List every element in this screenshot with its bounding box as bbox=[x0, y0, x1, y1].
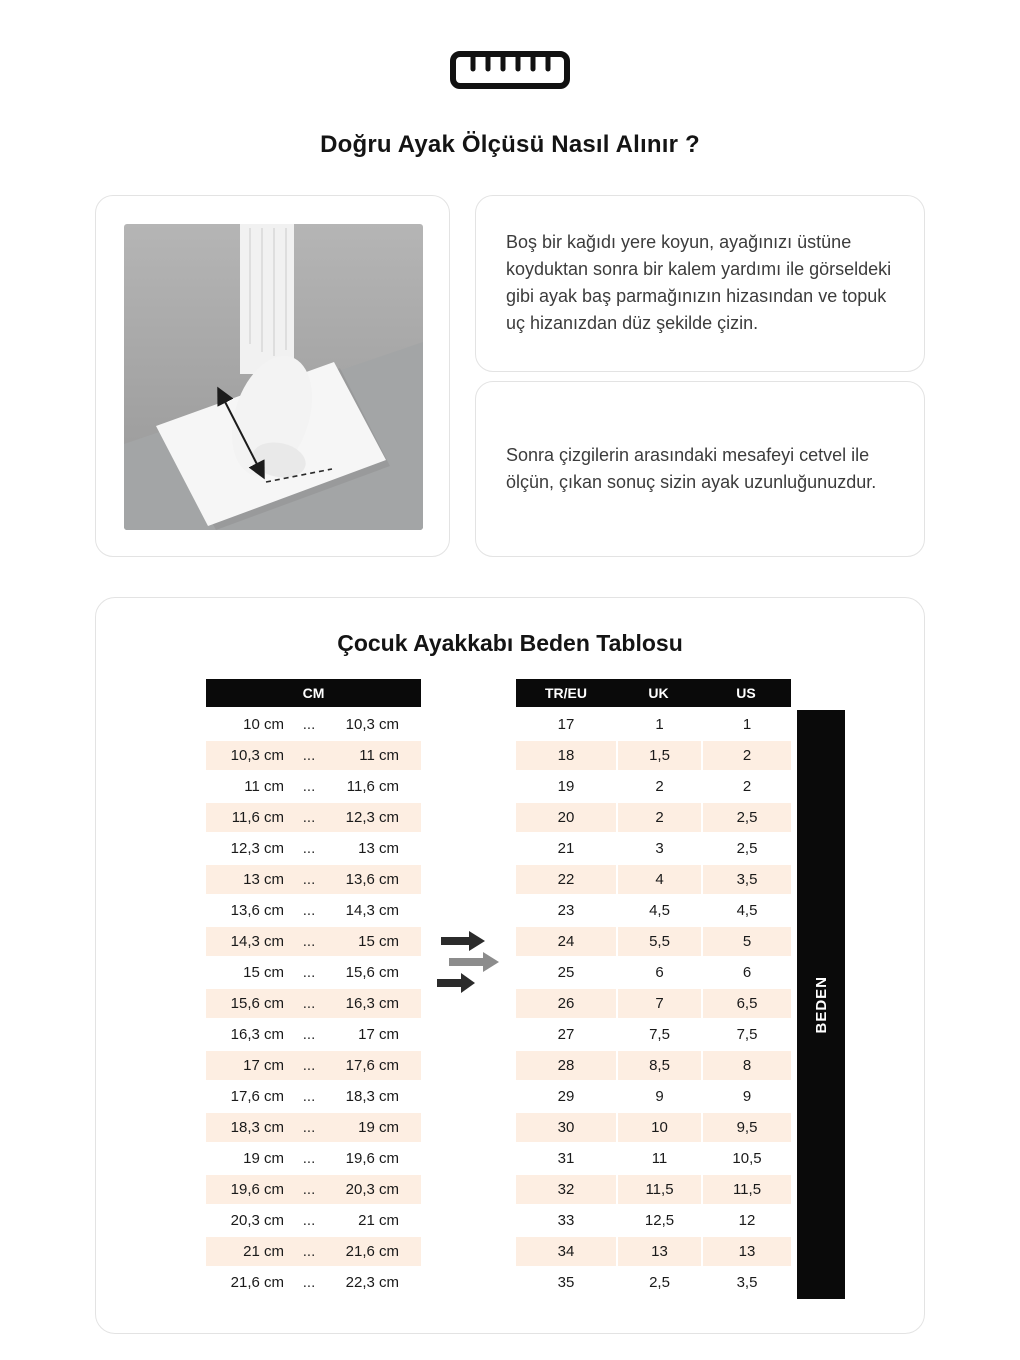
size-table-header-uk: UK bbox=[648, 685, 669, 701]
foot-photo-card bbox=[95, 195, 450, 557]
size-us-value: 3,5 bbox=[701, 865, 791, 894]
cm-to-value: 14,3 cm bbox=[345, 902, 399, 919]
size-table-row bbox=[516, 958, 791, 989]
size-us-value: 2,5 bbox=[701, 803, 791, 832]
cm-from-value: 15 cm bbox=[243, 964, 284, 981]
cm-table-row bbox=[206, 710, 421, 741]
cm-to-value: 19 cm bbox=[358, 1119, 399, 1136]
cm-table-header: CM bbox=[206, 679, 421, 707]
cm-table-row bbox=[206, 1175, 421, 1206]
cm-range-separator: ... bbox=[302, 1150, 316, 1167]
cm-from-value: 21 cm bbox=[243, 1243, 284, 1260]
size-table-header-us: US bbox=[736, 685, 756, 701]
size-us-value: 3,5 bbox=[701, 1268, 791, 1297]
size-table-row bbox=[516, 896, 791, 927]
header-icon-wrap bbox=[0, 0, 1020, 95]
cm-table-row bbox=[206, 927, 421, 958]
size-table-header bbox=[516, 679, 791, 707]
size-table-row bbox=[516, 1206, 791, 1237]
cm-to-value: 15,6 cm bbox=[345, 964, 399, 981]
cm-range-separator: ... bbox=[302, 1212, 316, 1229]
size-table-row bbox=[516, 741, 791, 772]
size-table-row bbox=[516, 1268, 791, 1299]
size-us-value: 7,5 bbox=[701, 1020, 791, 1049]
size-us-value: 10,5 bbox=[701, 1144, 791, 1173]
size-us-value: 2 bbox=[701, 741, 791, 770]
cm-from-value: 12,3 cm bbox=[230, 840, 284, 857]
cm-from-value: 21,6 cm bbox=[230, 1274, 284, 1291]
cm-range-separator: ... bbox=[302, 1088, 316, 1105]
instruction-step-1: Boş bir kağıdı yere koyun, ayağınızı üstüne koyduktan sonra bir kalem yardımı ile görseldeki gibi ayak baş parmağınızın hizasından ve topuk uç hizanızdan düz şekilde çizin. bbox=[506, 232, 892, 334]
size-uk-value: 3 bbox=[616, 834, 701, 863]
size-table bbox=[516, 679, 791, 1299]
cm-range-separator: ... bbox=[302, 902, 316, 919]
size-chart-title: Çocuk Ayakkabı Beden Tablosu bbox=[337, 630, 683, 656]
size-us-value: 13 bbox=[701, 1237, 791, 1266]
size-uk-value: 6 bbox=[616, 958, 701, 987]
cm-to-value: 21 cm bbox=[358, 1212, 399, 1229]
howto-section bbox=[95, 195, 925, 557]
size-table-row bbox=[516, 989, 791, 1020]
cm-to-value: 18,3 cm bbox=[345, 1088, 399, 1105]
size-treu-value: 17 bbox=[557, 716, 575, 733]
size-uk-value: 2 bbox=[616, 772, 701, 801]
cm-table-row bbox=[206, 989, 421, 1020]
cm-table-row bbox=[206, 834, 421, 865]
size-us-value: 5 bbox=[701, 927, 791, 956]
foot-measurement-photo bbox=[124, 224, 423, 530]
size-us-value: 9 bbox=[701, 1082, 791, 1111]
size-table-row bbox=[516, 1175, 791, 1206]
cm-to-value: 19,6 cm bbox=[345, 1150, 399, 1167]
size-table-row bbox=[516, 1082, 791, 1113]
cm-table bbox=[206, 679, 421, 1299]
size-treu-value: 26 bbox=[557, 995, 575, 1012]
size-us-value: 1 bbox=[701, 710, 791, 739]
tables-link-area bbox=[421, 679, 516, 998]
size-treu-value: 22 bbox=[557, 871, 575, 888]
cm-from-value: 19 cm bbox=[243, 1150, 284, 1167]
cm-range-separator: ... bbox=[302, 1243, 316, 1260]
cm-table-row bbox=[206, 1268, 421, 1299]
size-treu-value: 27 bbox=[557, 1026, 575, 1043]
size-uk-value: 13 bbox=[616, 1237, 701, 1266]
cm-to-value: 13 cm bbox=[358, 840, 399, 857]
page-title: Doğru Ayak Ölçüsü Nasıl Alınır ? bbox=[320, 131, 700, 158]
cm-table-row bbox=[206, 1144, 421, 1175]
size-table-row bbox=[516, 803, 791, 834]
size-us-value: 6 bbox=[701, 958, 791, 987]
size-chart-card bbox=[95, 597, 925, 1334]
beden-vertical-label: BEDEN bbox=[812, 975, 830, 1034]
size-chart-body bbox=[96, 679, 924, 1299]
cm-range-separator: ... bbox=[302, 933, 316, 950]
size-table-row bbox=[516, 772, 791, 803]
cm-range-separator: ... bbox=[302, 1274, 316, 1291]
cm-from-value: 11,6 cm bbox=[231, 809, 284, 826]
cm-to-value: 13,6 cm bbox=[345, 871, 399, 888]
size-table-row bbox=[516, 1144, 791, 1175]
size-treu-value: 30 bbox=[557, 1119, 575, 1136]
double-arrow-right-icon bbox=[437, 931, 501, 998]
cm-range-separator: ... bbox=[302, 716, 316, 733]
ruler-icon bbox=[449, 50, 571, 95]
size-table-row bbox=[516, 865, 791, 896]
cm-table-row bbox=[206, 896, 421, 927]
cm-range-separator: ... bbox=[302, 1057, 316, 1074]
cm-to-value: 20,3 cm bbox=[345, 1181, 399, 1198]
size-us-value: 8 bbox=[701, 1051, 791, 1080]
size-us-value: 6,5 bbox=[701, 989, 791, 1018]
cm-from-value: 13 cm bbox=[243, 871, 284, 888]
cm-to-value: 12,3 cm bbox=[345, 809, 399, 826]
size-us-value: 2,5 bbox=[701, 834, 791, 863]
size-treu-value: 32 bbox=[557, 1181, 575, 1198]
cm-range-separator: ... bbox=[302, 964, 316, 981]
cm-table-row bbox=[206, 803, 421, 834]
size-us-value: 9,5 bbox=[701, 1113, 791, 1142]
size-uk-value: 1,5 bbox=[616, 741, 701, 770]
cm-range-separator: ... bbox=[302, 1026, 316, 1043]
cm-from-value: 13,6 cm bbox=[230, 902, 284, 919]
instruction-card-2 bbox=[475, 381, 925, 558]
size-us-value: 11,5 bbox=[701, 1175, 791, 1204]
cm-table-row bbox=[206, 1237, 421, 1268]
cm-from-value: 20,3 cm bbox=[230, 1212, 284, 1229]
cm-from-value: 10 cm bbox=[243, 716, 284, 733]
cm-table-row bbox=[206, 772, 421, 803]
cm-to-value: 11,6 cm bbox=[346, 778, 399, 795]
cm-range-separator: ... bbox=[302, 1119, 316, 1136]
size-treu-value: 25 bbox=[557, 964, 575, 981]
size-uk-value: 5,5 bbox=[616, 927, 701, 956]
size-treu-value: 19 bbox=[557, 778, 575, 795]
size-treu-value: 18 bbox=[557, 747, 575, 764]
size-uk-value: 12,5 bbox=[616, 1206, 701, 1235]
size-uk-value: 7,5 bbox=[616, 1020, 701, 1049]
size-table-rows bbox=[516, 710, 791, 1299]
cm-table-row bbox=[206, 1051, 421, 1082]
size-table-row bbox=[516, 927, 791, 958]
size-treu-value: 24 bbox=[557, 933, 575, 950]
size-treu-value: 35 bbox=[557, 1274, 575, 1291]
cm-from-value: 15,6 cm bbox=[230, 995, 284, 1012]
size-table-row bbox=[516, 1051, 791, 1082]
size-treu-value: 34 bbox=[557, 1243, 575, 1260]
size-us-value: 12 bbox=[701, 1206, 791, 1235]
size-uk-value: 4,5 bbox=[616, 896, 701, 925]
instruction-card-1 bbox=[475, 195, 925, 372]
size-treu-value: 23 bbox=[557, 902, 575, 919]
cm-range-separator: ... bbox=[302, 747, 316, 764]
cm-to-value: 22,3 cm bbox=[345, 1274, 399, 1291]
cm-from-value: 18,3 cm bbox=[230, 1119, 284, 1136]
cm-from-value: 14,3 cm bbox=[230, 933, 284, 950]
cm-range-separator: ... bbox=[302, 871, 316, 888]
size-uk-value: 11,5 bbox=[616, 1175, 701, 1204]
size-uk-value: 2 bbox=[616, 803, 701, 832]
size-table-row bbox=[516, 710, 791, 741]
size-uk-value: 7 bbox=[616, 989, 701, 1018]
cm-table-row bbox=[206, 865, 421, 896]
size-uk-value: 4 bbox=[616, 865, 701, 894]
size-treu-value: 21 bbox=[557, 840, 575, 857]
cm-table-row bbox=[206, 1113, 421, 1144]
size-us-value: 4,5 bbox=[701, 896, 791, 925]
size-uk-value: 1 bbox=[616, 710, 701, 739]
cm-to-value: 17,6 cm bbox=[345, 1057, 399, 1074]
cm-range-separator: ... bbox=[302, 1181, 316, 1198]
cm-range-separator: ... bbox=[302, 778, 316, 795]
cm-from-value: 16,3 cm bbox=[230, 1026, 284, 1043]
cm-table-rows bbox=[206, 710, 421, 1299]
cm-table-row bbox=[206, 958, 421, 989]
cm-to-value: 11 cm bbox=[359, 747, 399, 764]
size-treu-value: 33 bbox=[557, 1212, 575, 1229]
size-us-value: 2 bbox=[701, 772, 791, 801]
cm-from-value: 19,6 cm bbox=[230, 1181, 284, 1198]
size-uk-value: 8,5 bbox=[616, 1051, 701, 1080]
cm-to-value: 17 cm bbox=[358, 1026, 399, 1043]
cm-to-value: 16,3 cm bbox=[345, 995, 399, 1012]
cm-range-separator: ... bbox=[302, 809, 316, 826]
size-treu-value: 29 bbox=[557, 1088, 575, 1105]
cm-from-value: 11 cm bbox=[244, 778, 284, 795]
size-table-header-treu: TR/EU bbox=[545, 685, 587, 701]
size-treu-value: 20 bbox=[557, 809, 575, 826]
cm-from-value: 10,3 cm bbox=[230, 747, 284, 764]
size-uk-value: 9 bbox=[616, 1082, 701, 1111]
cm-table-row bbox=[206, 741, 421, 772]
cm-range-separator: ... bbox=[302, 995, 316, 1012]
cm-table-row bbox=[206, 1082, 421, 1113]
beden-vertical-bar bbox=[797, 710, 845, 1299]
instruction-step-2: Sonra çizgilerin arasındaki mesafeyi cetvel ile ölçün, çıkan sonuç sizin ayak uzunluğunuzdur. bbox=[506, 444, 877, 492]
cm-from-value: 17 cm bbox=[243, 1057, 284, 1074]
cm-table-row bbox=[206, 1206, 421, 1237]
size-uk-value: 2,5 bbox=[616, 1268, 701, 1297]
size-uk-value: 11 bbox=[616, 1144, 701, 1173]
size-table-row bbox=[516, 1020, 791, 1051]
size-uk-value: 10 bbox=[616, 1113, 701, 1142]
size-table-row bbox=[516, 1113, 791, 1144]
cm-from-value: 17,6 cm bbox=[230, 1088, 284, 1105]
cm-range-separator: ... bbox=[302, 840, 316, 857]
size-table-row bbox=[516, 1237, 791, 1268]
cm-to-value: 15 cm bbox=[358, 933, 399, 950]
size-table-row bbox=[516, 834, 791, 865]
cm-to-value: 10,3 cm bbox=[345, 716, 399, 733]
size-treu-value: 31 bbox=[557, 1150, 575, 1167]
cm-table-row bbox=[206, 1020, 421, 1051]
cm-to-value: 21,6 cm bbox=[345, 1243, 399, 1260]
instruction-cards bbox=[475, 195, 925, 557]
size-treu-value: 28 bbox=[557, 1057, 575, 1074]
